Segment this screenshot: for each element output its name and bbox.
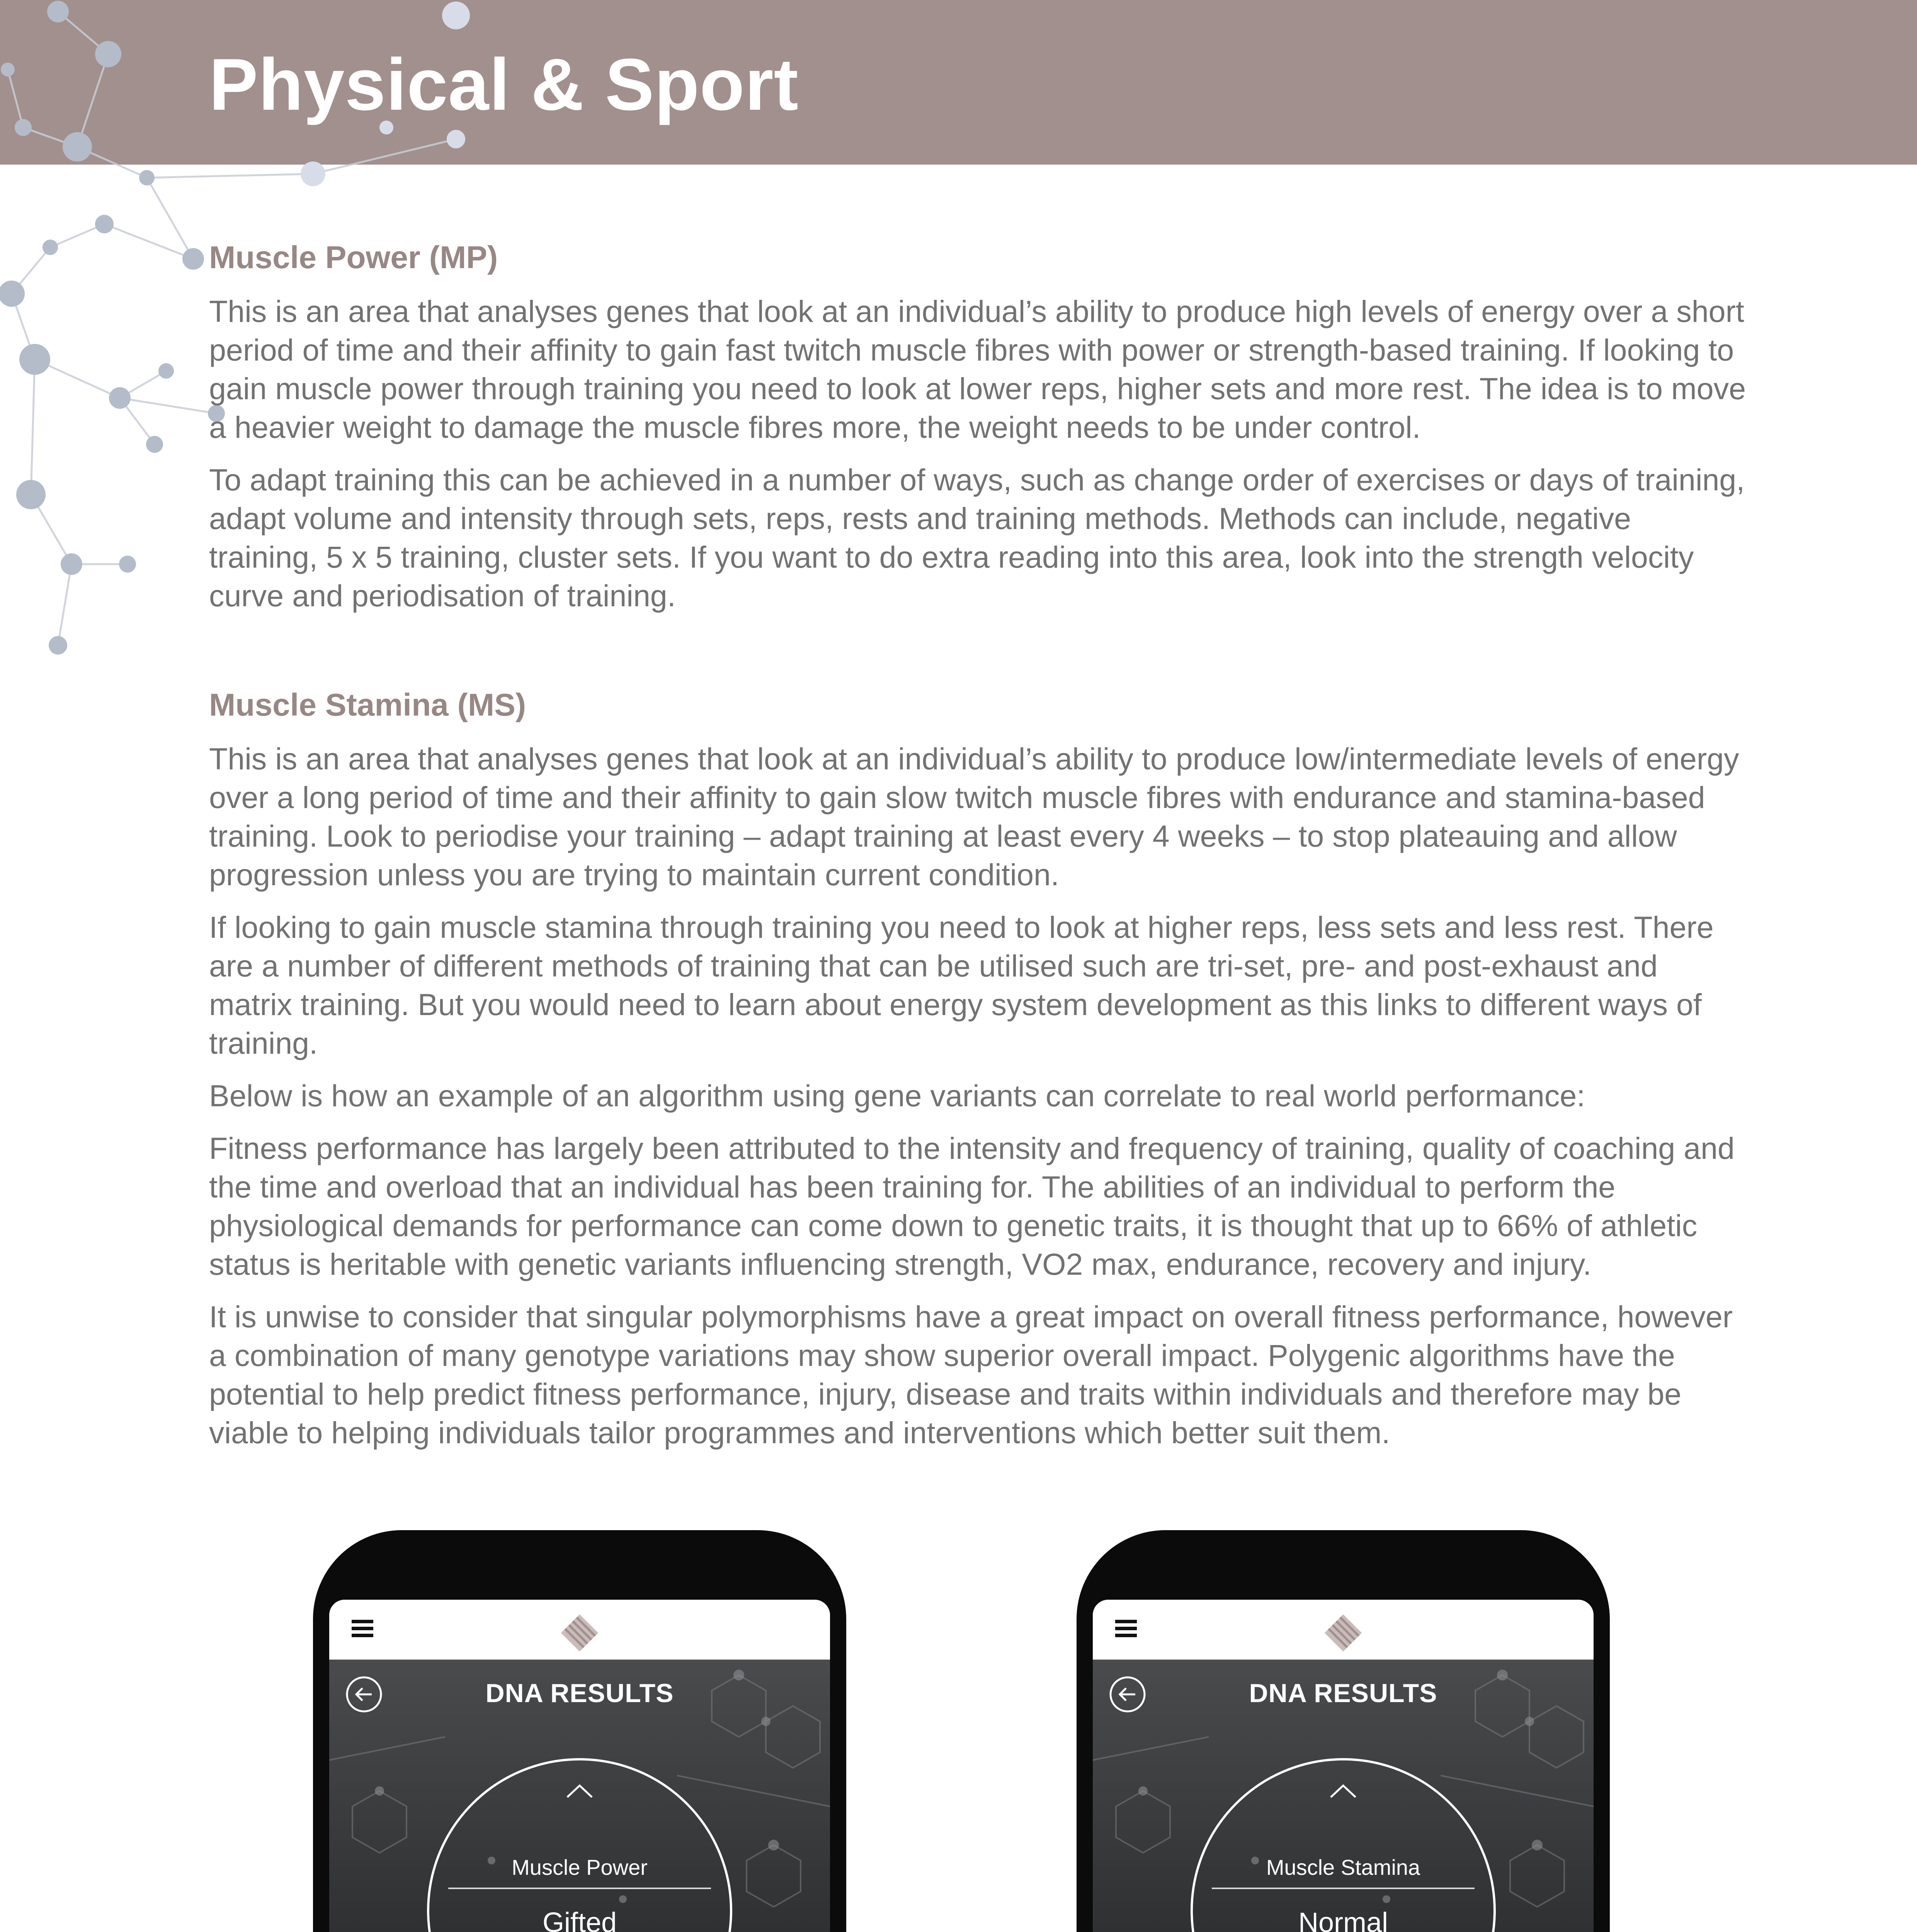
paragraph: It is unwise to consider that singular polymorphisms have a great impact on overall fitness performance, however a combination of many genotype variations may show superior overall impact. Polygenic algorithms have the potential to help predict fitness performance, injury, disease and traits within individuals and therefore may be viable to helping individuals tailor programmes and interventions which better suit them. — [209, 1299, 1733, 1450]
paragraph: If looking to gain muscle stamina through training you need to look at higher reps, less sets and less rest. There are a number of different methods of training that can be utilised such are tri-set, pre- and post-exhaust and matrix training. But you would need to learn about energy system development as this links to different ways of training. — [209, 910, 1714, 1060]
phone-screen — [329, 1600, 830, 1932]
trait-result: Gifted — [542, 1907, 617, 1932]
hamburger-menu-icon[interactable] — [1115, 1620, 1137, 1637]
divider — [1212, 1888, 1475, 1889]
trait-name: Muscle Stamina — [1266, 1855, 1420, 1879]
brand-logo-icon — [1325, 1614, 1362, 1651]
dna-results-hero — [1093, 1660, 1594, 1932]
section-heading-muscle-stamina: Muscle Stamina (MS) — [209, 687, 526, 723]
phone-mockup-muscle-power — [313, 1530, 846, 1932]
chevron-up-icon[interactable] — [565, 1783, 594, 1799]
divider — [448, 1888, 711, 1889]
brand-logo-icon — [561, 1614, 598, 1651]
app-top-bar — [329, 1600, 830, 1660]
phone-mockup-muscle-stamina — [1077, 1530, 1610, 1932]
hamburger-menu-icon[interactable] — [352, 1620, 373, 1637]
trait-name: Muscle Power — [512, 1855, 648, 1879]
paragraph: Below is how an example of an algorithm using gene variants can correlate to real world performance: — [209, 1078, 1585, 1113]
page-title: Physical & Sport — [209, 44, 799, 126]
paragraph: This is an area that analyses genes that look at an individual’s ability to produce high levels of energy over a short period of time and their affinity to gain fast twitch muscle fibres with power or strength-based training. If looking to gain muscle power through training you need to look at lower reps, higher sets and more rest. The idea is to move a heavier weight to damage the muscle fibres more, the weight needs to be under control. — [209, 294, 1746, 444]
section-heading-muscle-power: Muscle Power (MP) — [209, 240, 498, 275]
screen-title: DNA RESULTS — [1249, 1679, 1437, 1708]
paragraph: This is an area that analyses genes that look at an individual’s ability to produce low/intermediate levels of energy over a long period of time and their affinity to gain slow twitch muscle fibres with endurance and stamina-based training. Look to periodise your training – adapt training at least every 4 weeks – to stop plateauing and allow progression unless you are trying to maintain current condition. — [209, 742, 1739, 892]
phone-screen — [1093, 1600, 1594, 1932]
paragraph: Fitness performance has largely been attributed to the intensity and frequency of training, quality of coaching and the time and overload that an individual has been training for. The abilities of an individual to perform the physiological demands for performance can come down to genetic traits, it is thought that up to 66% of athletic status is heritable with genetic variants influencing strength, VO2 max, endurance, recovery and injury. — [209, 1131, 1735, 1281]
dna-results-hero — [329, 1660, 830, 1932]
article-content — [209, 240, 1747, 1466]
trait-result: Normal — [1298, 1907, 1388, 1932]
chevron-up-icon[interactable] — [1328, 1783, 1358, 1799]
screen-title: DNA RESULTS — [485, 1679, 674, 1708]
app-top-bar — [1093, 1600, 1594, 1660]
paragraph: To adapt training this can be achieved in a number of ways, such as change order of exercises or days of training, adapt volume and intensity through sets, reps, rests and training methods. Methods can include, negative training, 5 x 5 training, cluster sets. If you want to do extra reading into this area, look into the strength velocity curve and periodisation of training. — [209, 463, 1745, 613]
